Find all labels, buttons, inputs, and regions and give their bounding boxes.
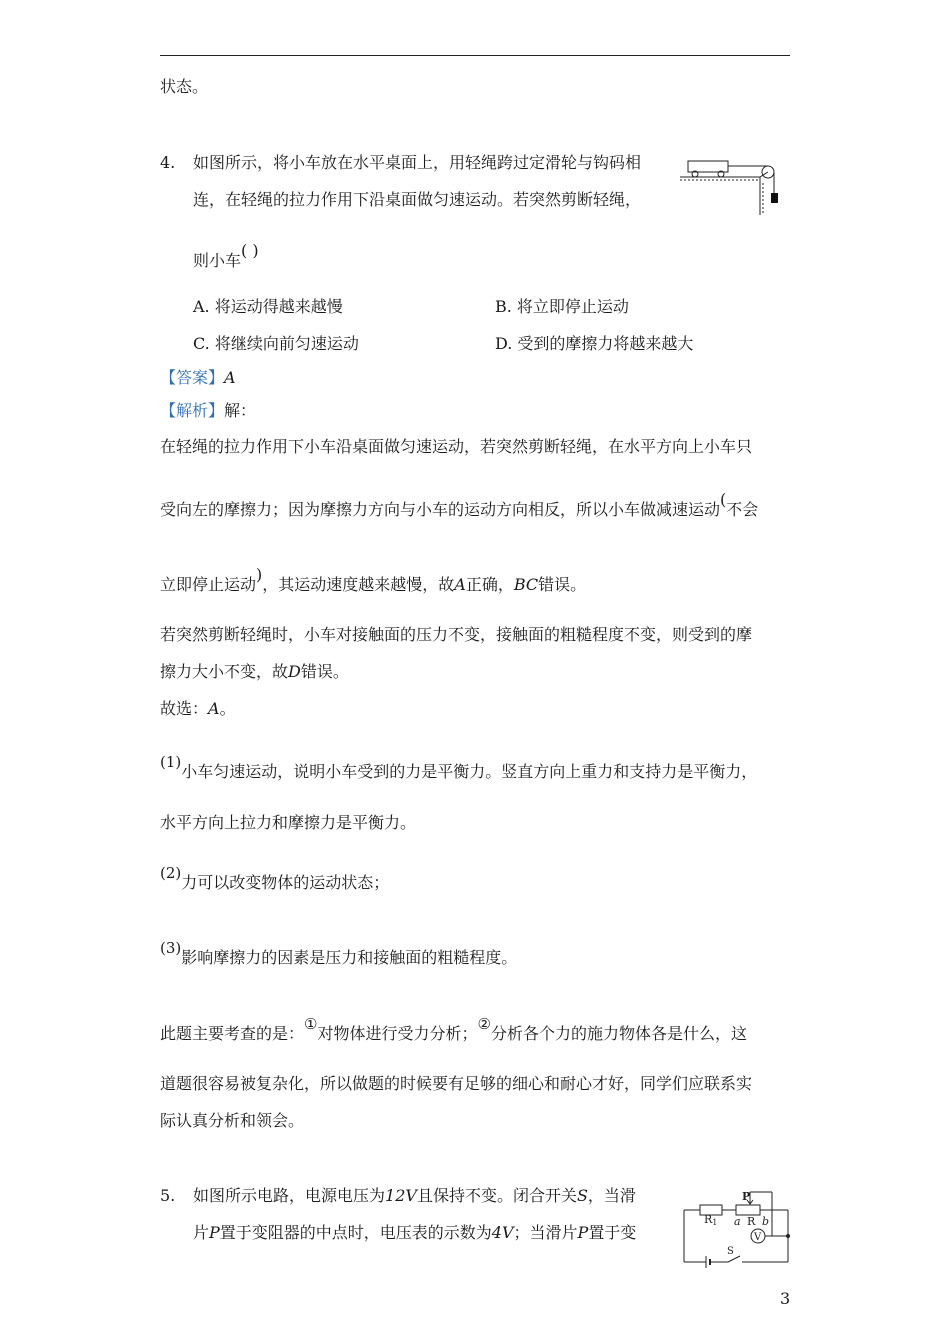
k1-text: 小车匀速运动，说明小车受到的力是平衡力。竖直方向上重力和支持力是平衡力，	[181, 762, 758, 781]
k2-mark: (2)	[160, 864, 182, 882]
q5-number: 5.	[160, 1186, 176, 1205]
p1-line2-tail: 不会	[726, 500, 759, 519]
analysis-p2-line1: 若突然剪断轻绳时，小车对接触面的压力不变，接触面的粗糙程度不变，则受到的摩	[160, 625, 753, 644]
q5-stem-line1	[193, 1186, 636, 1206]
analysis-lead: 解：	[224, 401, 257, 420]
q4-option-a: A. 将运动得越来越慢	[193, 297, 343, 316]
summary-line2: 道题很容易被复杂化，所以做题的时候要有足够的细心和耐心才好，同学们应联系实	[160, 1074, 753, 1093]
q4-option-c: C. 将继续向前匀速运动	[193, 334, 359, 353]
q5-slider-p: P	[209, 1223, 220, 1242]
choose-lead: 故选：	[160, 699, 209, 718]
summary-end: 分析各个力的施力物体各是什么，这	[490, 1024, 747, 1043]
k3-mark: (3)	[160, 939, 182, 957]
q4-stem-line1: 如图所示，将小车放在水平桌面上，用轻绳跨过定滑轮与钩码相	[193, 153, 642, 172]
analysis-tag: 【解析】	[160, 401, 225, 420]
q5-switch-s: S	[576, 1186, 588, 1205]
p1-open-paren: (	[720, 490, 727, 509]
k1-mark: (1)	[160, 753, 182, 771]
p1-line3-correct: 正确，	[465, 575, 514, 594]
q5-l1-end: ，当滑	[587, 1186, 636, 1205]
var-d: D	[288, 662, 301, 681]
cart-pulley-figure	[676, 153, 790, 219]
q4-answer	[160, 368, 236, 388]
answer-tag: 【答案】	[160, 368, 225, 387]
summary-point-2: ②	[477, 1015, 491, 1033]
p2-line2-text: 擦力大小不变，故	[160, 662, 289, 681]
label-b: b	[762, 1215, 770, 1228]
var-bc: BC	[513, 575, 539, 594]
knowledge-2	[160, 864, 390, 893]
label-a: a	[734, 1215, 741, 1228]
q5-l2-text: 片	[193, 1223, 210, 1242]
label-r: R	[747, 1215, 756, 1228]
q5-voltage-12v: 12V	[385, 1186, 417, 1205]
choose-line	[160, 699, 236, 719]
knowledge-1-line1	[160, 753, 758, 782]
answer-value: A	[224, 368, 236, 387]
q5-stem-line2	[193, 1223, 636, 1243]
q4-option-b: B. 将立即停止运动	[495, 297, 629, 316]
analysis-p1-line2	[160, 490, 759, 520]
label-p: P	[742, 1190, 751, 1203]
summary-line1	[160, 1015, 747, 1044]
q4-option-d: D. 受到的摩擦力将越来越大	[495, 334, 694, 353]
rheostat-r	[736, 1205, 760, 1215]
q4-stem-line3	[193, 241, 259, 271]
summary-mid: 对物体进行受力分析；	[317, 1024, 478, 1043]
q4-number: 4.	[160, 153, 176, 172]
k3-text: 影响摩擦力的因素是压力和接触面的粗糙程度。	[181, 948, 518, 967]
cart-body	[688, 161, 728, 172]
p1-line2-text: 受向左的摩擦力；因为摩擦力方向与小车的运动方向相反，所以小车做减速运动	[160, 500, 721, 519]
carryover-text: 状态。	[160, 77, 209, 96]
q5-l1-mid: 且保持不变。闭合开关	[416, 1186, 577, 1205]
analysis-p1-line1: 在轻绳的拉力作用下小车沿桌面做匀速运动，若突然剪断轻绳，在水平方向上小车只	[160, 437, 753, 456]
q5-l2-end: 置于变	[588, 1223, 637, 1242]
q5-l1-text: 如图所示电路，电源电压为	[193, 1186, 386, 1205]
q4-answer-paren: ( )	[241, 241, 259, 260]
analysis-p1-line3	[160, 565, 587, 595]
q4-analysis-heading	[160, 401, 256, 421]
q4-stem-line2: 连，在轻绳的拉力作用下沿桌面做匀速运动。若突然剪断轻绳，	[193, 190, 642, 209]
hook-weight	[771, 193, 778, 203]
page-number: 3	[780, 1289, 791, 1308]
summary-point-1: ①	[304, 1015, 318, 1033]
analysis-p2-line2	[160, 662, 349, 682]
p1-line3-end: 错误。	[538, 575, 587, 594]
summary-lead: 此题主要考查的是：	[160, 1024, 305, 1043]
knowledge-1-line2: 水平方向上拉力和摩擦力是平衡力。	[160, 813, 417, 832]
label-s: S	[727, 1246, 734, 1257]
q4-stem-text: 则小车	[193, 251, 242, 270]
header-rule	[160, 55, 790, 56]
k2-text: 力可以改变物体的运动状态；	[181, 873, 390, 892]
q5-slider-p2: P	[577, 1223, 589, 1242]
junction-dot	[786, 1234, 790, 1238]
p2-line2-end: 错误。	[300, 662, 349, 681]
knowledge-3	[160, 939, 518, 968]
p1-line3-text: 立即停止运动	[160, 575, 257, 594]
label-r1: R1	[704, 1213, 718, 1227]
q5-l2-mid: 置于变阻器的中点时，电压表的示数为	[219, 1223, 492, 1242]
summary-line3: 际认真分析和领会。	[160, 1111, 305, 1130]
circuit-diagram	[680, 1188, 792, 1270]
p1-line3-mid: ，其运动速度越来越慢，故	[262, 575, 455, 594]
q5-l2-mid2: ；当滑片	[513, 1223, 578, 1242]
label-v: V	[754, 1232, 762, 1243]
choose-end: 。	[219, 699, 236, 718]
p1-close-paren: )	[256, 565, 263, 584]
var-a: A	[454, 575, 466, 594]
q5-voltage-4v: 4V	[491, 1223, 514, 1242]
choose-var: A	[208, 699, 220, 718]
